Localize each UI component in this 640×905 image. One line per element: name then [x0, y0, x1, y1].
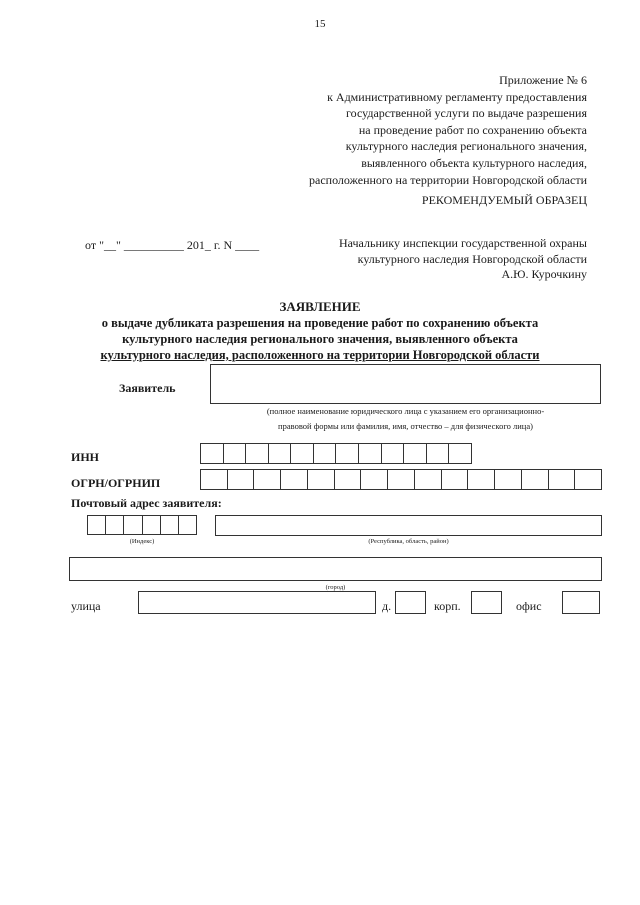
postal-index-digit-cell[interactable] [143, 516, 161, 534]
ogrn-digit-cell[interactable] [201, 470, 228, 489]
ogrn-digit-cell[interactable] [335, 470, 362, 489]
inn-digit-cell[interactable] [404, 444, 427, 463]
inn-digit-cell[interactable] [382, 444, 405, 463]
applicant-label: Заявитель [119, 381, 176, 395]
ogrn-digit-cell[interactable] [308, 470, 335, 489]
appendix-line: государственной услуги по выдаче разрешения [346, 106, 587, 121]
appendix-line: расположенного на территории Новгородской области [309, 172, 587, 187]
ogrn-digit-cell[interactable] [228, 470, 255, 489]
inn-digit-cell[interactable] [449, 444, 471, 463]
inn-digit-cell[interactable] [427, 444, 450, 463]
appendix-line: Приложение № 6 [499, 73, 587, 87]
ogrn-digit-cell[interactable] [468, 470, 495, 489]
inn-label: ИНН [71, 450, 100, 464]
recipient-line: Начальнику инспекции государственной охраны [339, 236, 587, 250]
city-hint: (город) [325, 584, 346, 591]
document-subtitle [0, 315, 640, 363]
inn-field[interactable] [200, 443, 472, 464]
ogrn-digit-cell[interactable] [361, 470, 388, 489]
postal-index-hint: (Индекс) [129, 538, 155, 545]
office-field[interactable] [562, 591, 600, 614]
document-heading: ЗАЯВЛЕНИЕ [279, 299, 361, 314]
applicant-hint-line: (полное наименование юридического лица с указанием его организационно- [266, 406, 545, 416]
city-field[interactable] [69, 557, 602, 581]
inn-digit-cell[interactable] [246, 444, 269, 463]
inn-digit-cell[interactable] [336, 444, 359, 463]
appendix-line: культурного наследия регионального значения, [345, 139, 587, 154]
postal-index-digit-cell[interactable] [161, 516, 179, 534]
ogrn-digit-cell[interactable] [254, 470, 281, 489]
appendix-line: выявленного объекта культурного наследия, [361, 155, 587, 170]
postal-index-digit-cell[interactable] [88, 516, 106, 534]
inn-digit-cell[interactable] [291, 444, 314, 463]
date-number-line: от "__" __________ 201_ г. N ____ [85, 238, 260, 252]
inn-digit-cell[interactable] [314, 444, 337, 463]
ogrn-label: ОГРН/ОГРНИП [71, 476, 161, 490]
postal-address-label: Почтовый адрес заявителя: [71, 496, 222, 510]
appendix-line: к Административному регламенту предоставления [327, 89, 587, 104]
recipient-line: культурного наследия Новгородской области [357, 251, 587, 266]
house-label: д. [382, 599, 392, 613]
recipient-line: А.Ю. Курочкину [501, 267, 587, 281]
page-number: 15 [314, 18, 326, 30]
inn-digit-cell[interactable] [224, 444, 247, 463]
ogrn-digit-cell[interactable] [415, 470, 442, 489]
street-field[interactable] [138, 591, 376, 614]
building-label: корп. [434, 599, 461, 613]
inn-digit-cell[interactable] [201, 444, 224, 463]
postal-index-field[interactable] [87, 515, 197, 535]
ogrn-digit-cell[interactable] [442, 470, 469, 489]
postal-index-digit-cell[interactable] [106, 516, 124, 534]
subtitle-line: культурного наследия, расположенного на территории Новгородской области [100, 348, 540, 362]
ogrn-digit-cell[interactable] [495, 470, 522, 489]
ogrn-digit-cell[interactable] [388, 470, 415, 489]
building-field[interactable] [471, 591, 502, 614]
ogrn-digit-cell[interactable] [281, 470, 308, 489]
subtitle-line: о выдаче дубликата разрешения на проведение работ по сохранению объекта [101, 316, 539, 330]
region-field[interactable] [215, 515, 602, 536]
house-field[interactable] [395, 591, 426, 614]
recommended-sample-label: РЕКОМЕНДУЕМЫЙ ОБРАЗЕЦ [421, 193, 587, 207]
postal-index-digit-cell[interactable] [179, 516, 196, 534]
ogrn-digit-cell[interactable] [575, 470, 601, 489]
applicant-field[interactable] [210, 364, 601, 404]
inn-digit-cell[interactable] [269, 444, 292, 463]
ogrn-digit-cell[interactable] [549, 470, 576, 489]
applicant-hint-line: правовой формы или фамилия, имя, отчество – для физического лица) [278, 421, 533, 431]
region-hint: (Республика, область, район) [368, 538, 449, 545]
street-label: улица [71, 599, 101, 613]
appendix-line: на проведение работ по сохранению объекта [358, 122, 587, 137]
subtitle-line: культурного наследия регионального значения, выявленного объекта [122, 332, 518, 346]
applicant-hint [210, 404, 601, 434]
postal-index-digit-cell[interactable] [124, 516, 142, 534]
office-label: офис [516, 599, 542, 613]
inn-digit-cell[interactable] [359, 444, 382, 463]
recipient-block [339, 236, 587, 283]
appendix-block [267, 72, 587, 188]
ogrn-field[interactable] [200, 469, 602, 490]
ogrn-digit-cell[interactable] [522, 470, 549, 489]
